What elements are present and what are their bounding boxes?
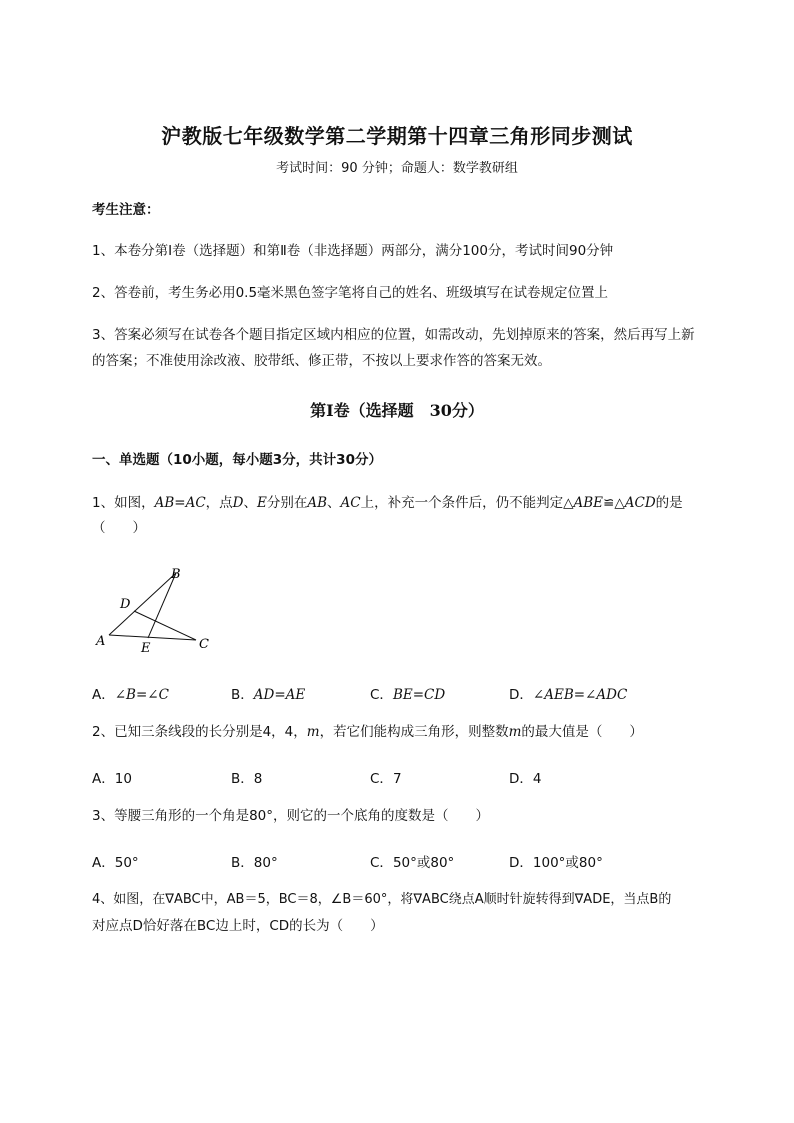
q2-option-a[interactable]: A．10 [92,771,132,787]
question-1-answer-paren: （ ） [92,520,146,536]
notice-heading: 考生注意： [92,202,160,218]
q3-option-d[interactable]: D．100°或80° [509,855,603,871]
notice-item-1: 1、本卷分第Ⅰ卷（选择题）和第Ⅱ卷（非选择题）两部分，满分100分，考试时间90分钟 [92,243,614,259]
q1-option-d[interactable]: D．∠AEB=∠ADC [509,687,628,703]
segment-cd [134,611,196,640]
part-heading: 一、单选题（10小题，每小题3分，共计30分） [92,452,382,468]
q1-option-c[interactable]: C．BE=CD [370,687,446,703]
label-a: A [96,634,106,649]
q3-option-b[interactable]: B．80° [231,855,278,871]
q1-option-b[interactable]: B．AD=AE [231,687,306,703]
q1-option-a[interactable]: A．∠B=∠C [92,687,169,703]
label-b: B [171,567,181,582]
question-3-stem: 3、等腰三角形的一个角是80°，则它的一个底角的度数是（ ） [92,808,490,824]
q2-option-c[interactable]: C．7 [370,771,402,787]
question-4-stem-cont: 对应点D恰好落在BC边上时，CD的长为（ ） [92,918,384,934]
segment-ac [109,635,196,640]
label-e: E [141,641,151,656]
label-d: D [120,597,131,612]
page-title: 沪教版七年级数学第二学期第十四章三角形同步测试 [161,124,633,148]
exam-info: 考试时间：90 分钟；命题人：数学教研组 [276,161,518,176]
notice-item-2: 2、答卷前，考生务必用0.5毫米黑色签字笔将自己的姓名、班级填写在试卷规定位置上 [92,285,609,301]
notice-item-3-cont: 的答案；不准使用涂改液、胶带纸、修正带，不按以上要求作答的答案无效。 [92,353,551,369]
question-4-stem: 4、如图，在∇ABC中，AB＝5，BC＝8，∠B＝60°，将∇ABC绕点A顺时针旋转得到∇ADE，当点B的 [92,892,672,907]
q2-option-b[interactable]: B．8 [231,771,263,787]
section-title: 第Ⅰ卷（选择题 30分） [310,401,484,420]
q2-option-d[interactable]: D．4 [509,771,542,787]
label-c: C [199,637,209,652]
triangle-figure [92,563,222,658]
notice-item-3: 3、答案必须写在试卷各个题目指定区域内相应的位置，如需改动，先划掉原来的答案，然后再写上新 [92,327,695,343]
q3-option-c[interactable]: C．50°或80° [370,855,455,871]
question-2-stem: 2、已知三条线段的长分别是4，4，m，若它们能构成三角形，则整数m的最大值是（ ） [92,724,643,740]
q3-option-a[interactable]: A．50° [92,855,139,871]
question-1-stem: 1、如图，AB=AC，点D、E分别在AB、AC上，补充一个条件后，仍不能判定△ABE≌△ACD的是 [92,495,683,511]
